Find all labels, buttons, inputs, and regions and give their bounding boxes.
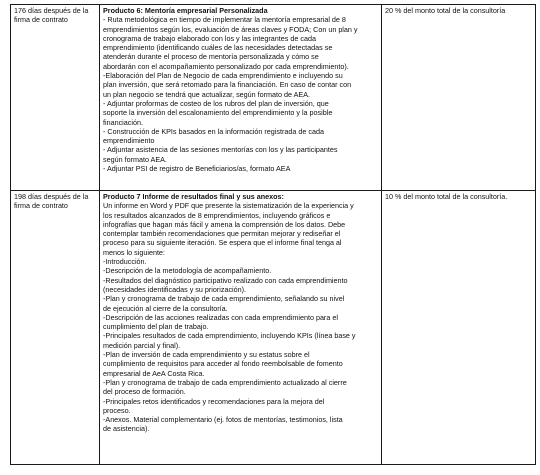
description-line: menos lo siguiente: [103, 247, 165, 257]
description-line: -Principales retos identificados y recomendaciones para la mejora del [103, 396, 325, 406]
deliverables-table [10, 4, 536, 465]
description-line: medición parcial y final). [103, 340, 181, 350]
description-line: cumplimiento del plan de trabajo. [103, 322, 209, 332]
description-lines [103, 15, 378, 173]
description-line: infografías que hagan más fácil y amena la comprensión de los datos. Debe [103, 219, 346, 229]
description-line: de asistencia). [103, 424, 150, 434]
description-line: de ejecución al cierre de la consultoría. [103, 303, 228, 313]
description-line: -Descripción de la metodología de acompañamiento. [103, 266, 272, 276]
product-title: Producto 6: Mentoría empresarial Personalizada [103, 6, 268, 15]
description-line: (necesidades identificadas y su priorización). [103, 284, 247, 294]
description-line: -Plan y cronograma de trabajo de cada emprendimiento, señalando su nivel [103, 294, 345, 304]
description-line: abordarán con el acompañamiento personalizado por cada emprendimiento). [103, 61, 349, 71]
payment-cell: 10 % del monto total de la consultoría. [382, 191, 536, 465]
description-line: emprendimientos según los, evaluación de áreas claves y FODA; Con un plan y [103, 24, 358, 34]
description-line: - Adjuntar PSI de registro de Beneficiarios/as, formato AEA [103, 164, 291, 174]
table-row [11, 5, 536, 191]
description-line: proceso. [103, 405, 131, 415]
time-cell: 176 días después de la firma de contrato [11, 5, 100, 191]
description-line: un plan negocio se tendrá que actualizar, según formato de AEA. [103, 89, 310, 99]
description-line: -Principales resultados de cada emprendimiento, incluyendo KPIs (línea base y [103, 331, 356, 341]
description-line: soporte la inversión del escalonamiento del emprendimiento y la posible [103, 108, 333, 118]
table-row [11, 191, 536, 465]
description-line: -Descripción de las acciones realizadas con cada emprendimiento para el [103, 312, 338, 322]
description-line: -Introducción. [103, 257, 147, 267]
description-line: -Elaboración del Plan de Negocio de cada emprendimiento e incluyendo su [103, 71, 343, 81]
description-line: contemplar también recomendaciones que permitan mejorar y rediseñar el [103, 229, 341, 239]
product-title: Producto 7 Informe de resultados final y sus anexos: [103, 192, 284, 201]
time-cell: 198 días después de la firma de contrato [11, 191, 100, 465]
description-line: plan inversión, que será retomado para la financiación. En caso de contar con [103, 80, 352, 90]
description-line: atenderán durante el proceso de mentoría personalizada y cómo se [103, 52, 319, 62]
description-line: -Resultados del diagnóstico participativo realizado con cada emprendimiento [103, 275, 348, 285]
description-line: - Adjuntar asistencia de las sesiones mentorías con los y las participantes [103, 145, 338, 155]
description-line: - Adjuntar proformas de costeo de los rubros del plan de inversión, que [103, 98, 329, 108]
description-line: proceso para su siguiente iteración. Se espera que el informe final tenga al [103, 238, 342, 248]
payment-cell: 20 % del monto total de la consultoría [382, 5, 536, 191]
description-line: según formato AEA. [103, 154, 167, 164]
description-lines [103, 201, 378, 433]
description-line: - Ruta metodológica en tiempo de implementar la mentoría empresarial de 8 [103, 15, 346, 25]
description-line: -Anexos. Material complementario (ej. fotos de mentorías, testimonios, lista [103, 415, 343, 425]
description-line: del proceso de formación. [103, 387, 186, 397]
description-line: cumplimiento de requisitos para acceder al fondo reembolsable de fomento [103, 359, 343, 369]
description-line: Un informe en Word y PDF que presente la sistematización de la experiencia y [103, 201, 354, 211]
description-line: - Construcción de KPIs basados en la información registrada de cada [103, 126, 324, 136]
description-line: -Plan de inversión de cada emprendimiento y su estatus sobre el [103, 350, 310, 360]
description-cell [100, 5, 382, 191]
description-line: los resultados alcanzados de 8 emprendimientos, incluyendo gráficos e [103, 210, 331, 220]
description-line: -Plan y cronograma de trabajo de cada emprendimiento actualizado al cierre [103, 377, 347, 387]
description-line: emprendimiento [103, 136, 155, 146]
description-line: cronograma de trabajo elaborado con los y las integrantes de cada [103, 33, 316, 43]
description-line: empresarial de AeA Costa Rica. [103, 368, 205, 378]
description-line: emprendimiento (identificando cuáles de las necesidades detectadas se [103, 43, 333, 53]
description-line: financiación. [103, 117, 143, 127]
description-cell [100, 191, 382, 465]
